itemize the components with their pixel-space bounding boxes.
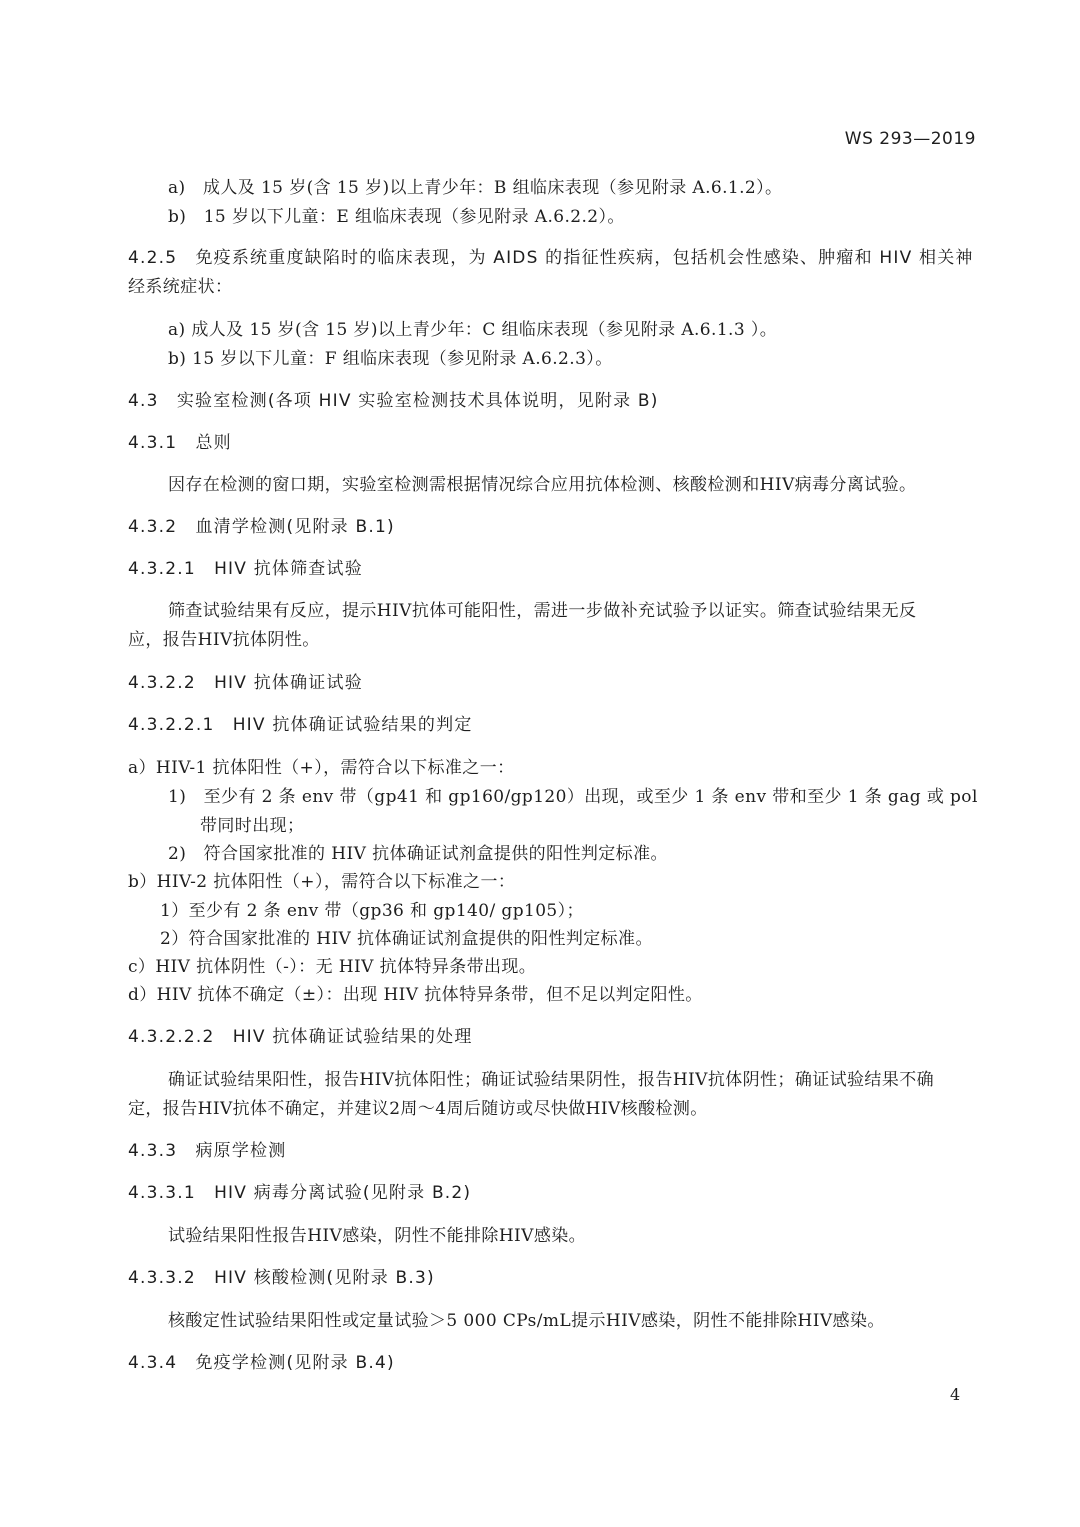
section-heading: 4.3.3.2 HIV 核酸检测(见附录 B.3) bbox=[128, 1268, 435, 1288]
text-line: a) 成人及 15 岁(含 15 岁)以上青少年：C 组临床表现（参见附录 A.6.1.3 ）。 bbox=[168, 320, 778, 340]
list-item: c）HIV 抗体阴性（-）：无 HIV 抗体特异条带出现。 bbox=[128, 957, 537, 977]
section-heading: 4.3.4 免疫学检测(见附录 B.4) bbox=[128, 1353, 395, 1373]
paragraph: 确证试验结果阳性，报告HIV抗体阳性；确证试验结果阴性，报告HIV抗体阴性；确证试验结果不确 bbox=[168, 1070, 935, 1090]
page-number: 4 bbox=[950, 1385, 961, 1404]
text-line: b) 15 岁以下儿童：F 组临床表现（参见附录 A.6.2.3）。 bbox=[168, 349, 613, 369]
section-heading: 4.3.2.2.2 HIV 抗体确证试验结果的处理 bbox=[128, 1027, 473, 1047]
section-heading: 4.3.2.2.1 HIV 抗体确证试验结果的判定 bbox=[128, 715, 473, 735]
text-line: a) 成人及 15 岁(含 15 岁)以上青少年：B 组临床表现（参见附录 A.6.1.2）。 bbox=[168, 178, 783, 198]
section-heading: 4.3.2 血清学检测(见附录 B.1) bbox=[128, 517, 395, 537]
paragraph: 因存在检测的窗口期，实验室检测需根据情况综合应用抗体检测、核酸检测和HIV病毒分离试验。 bbox=[168, 475, 917, 495]
section-heading: 4.3.3.1 HIV 病毒分离试验(见附录 B.2) bbox=[128, 1183, 472, 1203]
paragraph: 定，报告HIV抗体不确定，并建议2周～4周后随访或尽快做HIV核酸检测。 bbox=[128, 1099, 708, 1119]
paragraph: 核酸定性试验结果阳性或定量试验＞5 000 CPs/mL提示HIV感染，阴性不能排除HIV感染。 bbox=[168, 1311, 885, 1331]
list-item: 1) 至少有 2 条 env 带（gp41 和 gp160/gp120）出现，或至少 1 条 env 带和至少 1 条 gag 或 pol bbox=[168, 787, 978, 807]
section-heading: 4.3.3 病原学检测 bbox=[128, 1141, 287, 1161]
list-item: 2）符合国家批准的 HIV 抗体确证试剂盒提供的阳性判定标准。 bbox=[160, 929, 653, 949]
section-heading: 4.2.5 免疫系统重度缺陷时的临床表现，为 AIDS 的指征性疾病，包括机会性感染、肿瘤和 HIV 相关神 bbox=[128, 248, 974, 268]
document-code: WS 293—2019 bbox=[844, 129, 976, 149]
list-item: a）HIV-1 抗体阳性（+），需符合以下标准之一： bbox=[128, 758, 515, 778]
paragraph: 筛查试验结果有反应，提示HIV抗体可能阳性，需进一步做补充试验予以证实。筛查试验结果无反 bbox=[168, 601, 917, 621]
text-line: 经系统症状： bbox=[128, 277, 233, 297]
paragraph: 试验结果阳性报告HIV感染，阴性不能排除HIV感染。 bbox=[168, 1226, 587, 1246]
list-item: d）HIV 抗体不确定（±）：出现 HIV 抗体特异条带，但不足以判定阳性。 bbox=[128, 985, 703, 1005]
section-heading: 4.3.1 总则 bbox=[128, 433, 232, 453]
list-item: 2) 符合国家批准的 HIV 抗体确证试剂盒提供的阳性判定标准。 bbox=[168, 844, 668, 864]
section-heading: 4.3.2.2 HIV 抗体确证试验 bbox=[128, 673, 363, 693]
list-item: b）HIV-2 抗体阳性（+），需符合以下标准之一： bbox=[128, 872, 516, 892]
section-heading: 4.3 实验室检测(各项 HIV 实验室检测技术具体说明，见附录 B) bbox=[128, 391, 659, 411]
list-item: 带同时出现； bbox=[200, 816, 305, 836]
list-item: 1）至少有 2 条 env 带（gp36 和 gp140/ gp105）； bbox=[160, 901, 584, 921]
section-heading: 4.3.2.1 HIV 抗体筛查试验 bbox=[128, 559, 363, 579]
text-line: b) 15 岁以下儿童：E 组临床表现（参见附录 A.6.2.2）。 bbox=[168, 207, 625, 227]
paragraph: 应，报告HIV抗体阴性。 bbox=[128, 630, 320, 650]
